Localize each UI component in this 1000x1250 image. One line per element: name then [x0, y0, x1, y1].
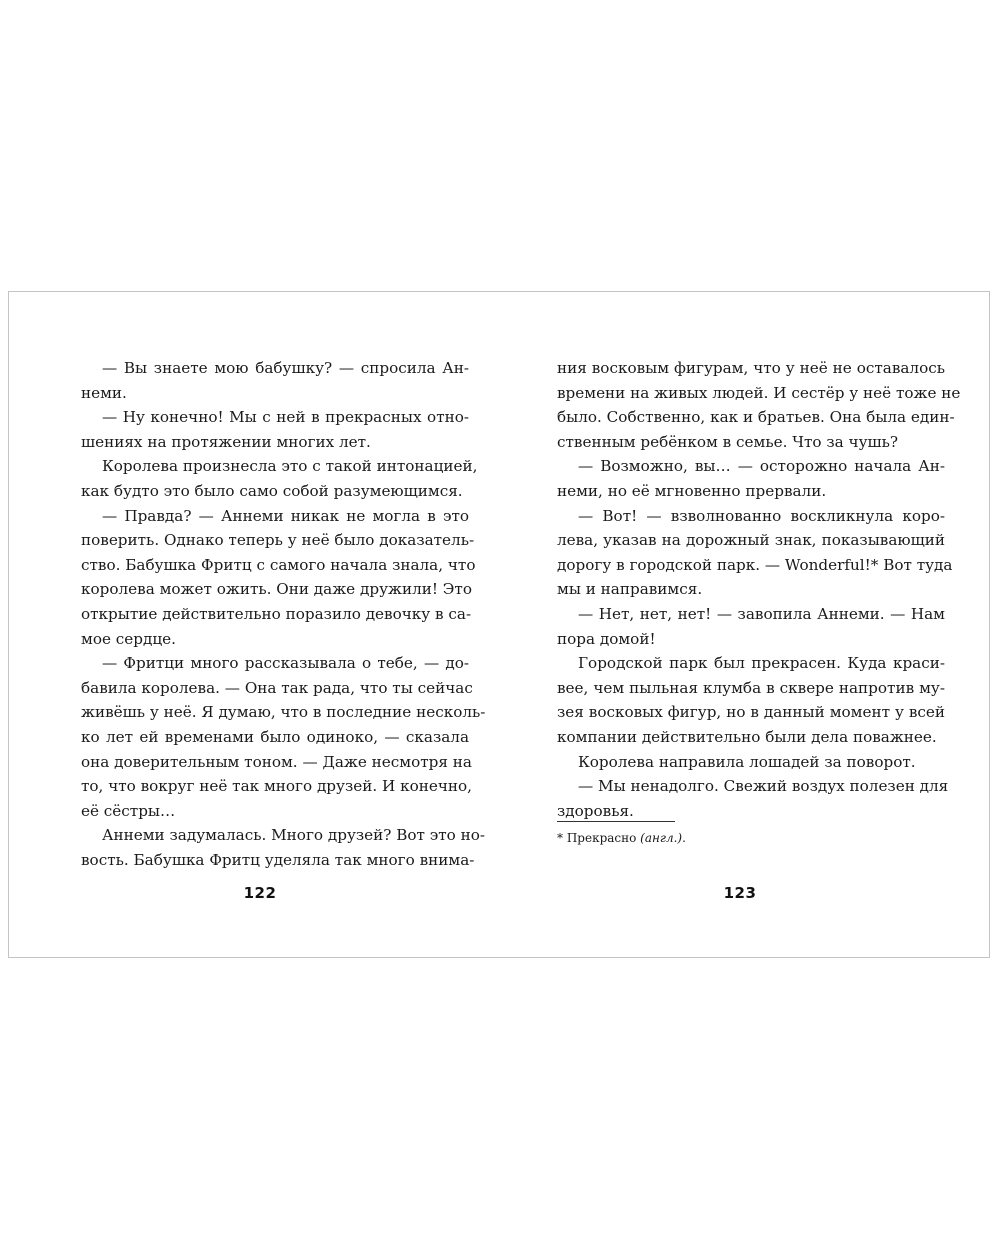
- text-line: времени на живых людей. И сестёр у неё тоже не: [557, 383, 961, 402]
- text-line: мы и направимся.: [557, 580, 703, 599]
- left-page-text: [81, 356, 486, 872]
- text-line: то, что вокруг неё так много друзей. И конечно,: [81, 777, 472, 796]
- text-line: ния восковым фигурам, что у неё не оставалось: [557, 359, 945, 377]
- text-line: открытие действительно поразило девочку в са-: [81, 604, 472, 623]
- right-page-text: [557, 356, 961, 823]
- footnote-text: Прекрасно: [566, 831, 641, 845]
- text-line: мое сердце.: [81, 629, 176, 648]
- text-line: — Возможно, вы… — осторожно начала Ан-: [578, 457, 945, 476]
- footnote-rule: [557, 821, 675, 822]
- text-line: вее, чем пыльная клумба в сквере напротив му-: [557, 678, 945, 697]
- text-line: зея восковых фигур, но в данный момент у всей: [557, 703, 945, 722]
- text-line: живёшь у неё. Я думаю, что в последние несколь-: [81, 703, 486, 722]
- text-line: компании действительно были дела поважнее.: [557, 727, 937, 746]
- text-line: Королева направила лошадей за поворот.: [578, 752, 916, 771]
- text-line: ственным ребёнком в семье. Что за чушь?: [557, 432, 899, 451]
- text-line: её сёстры…: [81, 801, 176, 820]
- text-line: неми.: [81, 383, 127, 402]
- text-line: как будто это было само собой разумеющимся.: [81, 481, 463, 500]
- text-line: — Вы знаете мою бабушку? — спросила Ан-: [102, 359, 469, 377]
- page-number-right: 123: [723, 884, 757, 902]
- text-line: — Фритци много рассказывала о тебе, — до-: [102, 654, 469, 673]
- text-line: шениях на протяжении многих лет.: [81, 432, 371, 451]
- text-line: поверить. Однако теперь у неё было доказатель-: [81, 531, 475, 550]
- text-line: Городской парк был прекрасен. Куда краси-: [578, 654, 945, 673]
- footnote-end: .: [682, 831, 686, 845]
- text-line: лева, указав на дорожный знак, показывающий: [557, 531, 945, 550]
- text-line: — Нет, нет, нет! — завопила Аннеми. — Нам: [578, 604, 945, 623]
- text-line: здоровья.: [557, 801, 634, 820]
- text-line: бавила королева. — Она так рада, что ты сейчас: [81, 678, 473, 697]
- text-line: дорогу в городской парк. — Wonderful!* Вот туда: [557, 555, 953, 574]
- text-line: Аннеми задумалась. Много друзей? Вот это но-: [102, 826, 486, 845]
- text-line: неми, но её мгновенно прервали.: [557, 481, 827, 500]
- text-line: — Ну конечно! Мы с ней в прекрасных отно-: [102, 408, 469, 427]
- footnote: [557, 830, 686, 846]
- text-line: пора домой!: [557, 629, 656, 648]
- text-line: Королева произнесла это с такой интонацией,: [102, 457, 478, 476]
- text-line: королева может ожить. Они даже дружили! Это: [81, 580, 472, 599]
- text-line: она доверительным тоном. — Даже несмотря на: [81, 752, 472, 771]
- footnote-italic: (англ.): [640, 831, 683, 845]
- footnote-marker: *: [557, 831, 567, 845]
- text-line: — Правда? — Аннеми никак не могла в это: [102, 506, 469, 525]
- page-number-left: 122: [243, 884, 277, 902]
- text-line: было. Собственно, как и братьев. Она была един-: [557, 408, 955, 427]
- text-line: ство. Бабушка Фритц с самого начала знала, что: [81, 555, 476, 574]
- text-line: ко лет ей временами было одиноко, — сказала: [81, 727, 469, 746]
- text-line: — Мы ненадолго. Свежий воздух полезен для: [578, 777, 949, 796]
- text-line: вость. Бабушка Фритц уделяла так много внима-: [81, 850, 475, 869]
- text-line: — Вот! — взволнованно воскликнула коро-: [578, 506, 945, 525]
